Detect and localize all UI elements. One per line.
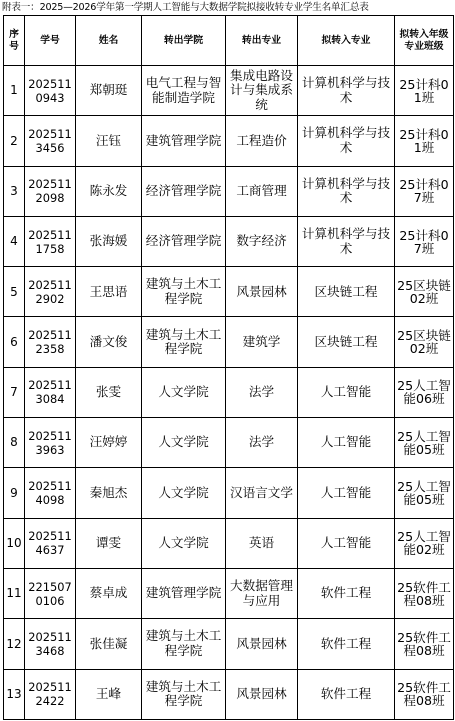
cell-from-college: 建筑与土木工程学院: [142, 267, 226, 317]
cell-to-class: 25计科01班: [395, 116, 454, 166]
table-row: [4, 418, 454, 468]
cell-student-id: 2025112902: [25, 267, 76, 317]
cell-no: 5: [4, 267, 25, 317]
cell-from-major: 风景园林: [226, 267, 298, 317]
cell-from-college: 建筑管理学院: [142, 116, 226, 166]
cell-name: 汪钰: [76, 116, 142, 166]
cell-from-college: 建筑管理学院: [142, 568, 226, 618]
cell-name: 蔡卓成: [76, 568, 142, 618]
header-student-id: 学号: [25, 16, 76, 66]
cell-to-class: 25计科01班: [395, 66, 454, 116]
cell-no: 2: [4, 116, 25, 166]
cell-to-class: 25区块链02班: [395, 267, 454, 317]
cell-no: 13: [4, 669, 25, 719]
cell-student-id: 2025114098: [25, 468, 76, 518]
document-title: 附表一：2025—2026学年第一学期人工智能与大数据学院拟接收转专业学生名单汇总表: [2, 2, 369, 13]
cell-no: 10: [4, 518, 25, 568]
cell-to-major: 人工智能: [298, 418, 395, 468]
cell-name: 张佳凝: [76, 619, 142, 669]
table-row: [4, 216, 454, 266]
cell-no: 6: [4, 317, 25, 367]
table-row: [4, 468, 454, 518]
cell-from-major: 风景园林: [226, 669, 298, 719]
cell-name: 陈永发: [76, 166, 142, 216]
table-row: [4, 166, 454, 216]
cell-student-id: 2025114637: [25, 518, 76, 568]
cell-from-major: 法学: [226, 367, 298, 417]
cell-to-class: 25计科07班: [395, 166, 454, 216]
cell-from-college: 建筑与土木工程学院: [142, 619, 226, 669]
cell-no: 12: [4, 619, 25, 669]
table-row: [4, 518, 454, 568]
cell-to-major: 软件工程: [298, 619, 395, 669]
cell-name: 张海媛: [76, 216, 142, 266]
cell-name: 郑朝珽: [76, 66, 142, 116]
cell-name: 谭雯: [76, 518, 142, 568]
cell-to-class: 25软件工程08班: [395, 619, 454, 669]
cell-from-major: 风景园林: [226, 619, 298, 669]
cell-no: 4: [4, 216, 25, 266]
table-row: [4, 317, 454, 367]
cell-from-major: 工商管理: [226, 166, 298, 216]
table-header-row: [4, 16, 454, 66]
cell-no: 3: [4, 166, 25, 216]
cell-from-major: 数字经济: [226, 216, 298, 266]
cell-from-college: 人文学院: [142, 518, 226, 568]
cell-from-college: 电气工程与智能制造学院: [142, 66, 226, 116]
cell-from-major: 汉语言文学: [226, 468, 298, 518]
cell-from-college: 人文学院: [142, 418, 226, 468]
cell-no: 11: [4, 568, 25, 618]
cell-name: 王思语: [76, 267, 142, 317]
cell-to-major: 软件工程: [298, 568, 395, 618]
cell-to-major: 计算机科学与技术: [298, 116, 395, 166]
cell-from-college: 经济管理学院: [142, 216, 226, 266]
cell-student-id: 2025113456: [25, 116, 76, 166]
cell-name: 王峰: [76, 669, 142, 719]
cell-student-id: 2025110943: [25, 66, 76, 116]
cell-from-college: 经济管理学院: [142, 166, 226, 216]
header-from-college: 转出学院: [142, 16, 226, 66]
cell-to-major: 人工智能: [298, 518, 395, 568]
cell-to-major: 计算机科学与技术: [298, 166, 395, 216]
cell-no: 7: [4, 367, 25, 417]
cell-name: 秦旭杰: [76, 468, 142, 518]
cell-student-id: 2215070106: [25, 568, 76, 618]
cell-student-id: 2025113963: [25, 418, 76, 468]
cell-to-class: 25人工智能02班: [395, 518, 454, 568]
cell-no: 1: [4, 66, 25, 116]
cell-to-major: 人工智能: [298, 367, 395, 417]
header-to-major: 拟转入专业: [298, 16, 395, 66]
cell-from-college: 人文学院: [142, 468, 226, 518]
cell-from-major: 工程造价: [226, 116, 298, 166]
table-row: [4, 116, 454, 166]
cell-from-major: 集成电路设计与集成系统: [226, 66, 298, 116]
cell-student-id: 2025111758: [25, 216, 76, 266]
cell-from-college: 建筑与土木工程学院: [142, 317, 226, 367]
transfer-student-table: [3, 15, 454, 720]
cell-name: 潘文俊: [76, 317, 142, 367]
cell-to-major: 区块链工程: [298, 317, 395, 367]
table-row: [4, 619, 454, 669]
cell-to-class: 25人工智能06班: [395, 367, 454, 417]
cell-to-major: 计算机科学与技术: [298, 66, 395, 116]
cell-from-major: 英语: [226, 518, 298, 568]
cell-to-class: 25人工智能05班: [395, 468, 454, 518]
cell-from-college: 建筑与土木工程学院: [142, 669, 226, 719]
cell-student-id: 2025112098: [25, 166, 76, 216]
cell-to-major: 软件工程: [298, 669, 395, 719]
cell-to-major: 人工智能: [298, 468, 395, 518]
header-from-major: 转出专业: [226, 16, 298, 66]
cell-to-class: 25软件工程08班: [395, 568, 454, 618]
cell-to-class: 25计科07班: [395, 216, 454, 266]
cell-to-class: 25人工智能05班: [395, 418, 454, 468]
cell-name: 张雯: [76, 367, 142, 417]
cell-student-id: 2025113468: [25, 619, 76, 669]
cell-no: 9: [4, 468, 25, 518]
cell-from-major: 大数据管理与应用: [226, 568, 298, 618]
table-row: [4, 669, 454, 719]
cell-to-major: 计算机科学与技术: [298, 216, 395, 266]
header-name: 姓名: [76, 16, 142, 66]
cell-name: 汪婷婷: [76, 418, 142, 468]
cell-to-class: 25软件工程08班: [395, 669, 454, 719]
header-to-class: 拟转入年级专业班级: [395, 16, 454, 66]
header-no: 序号: [4, 16, 25, 66]
cell-student-id: 2025112422: [25, 669, 76, 719]
table-row: [4, 267, 454, 317]
cell-to-class: 25区块链02班: [395, 317, 454, 367]
cell-from-college: 人文学院: [142, 367, 226, 417]
cell-student-id: 2025112358: [25, 317, 76, 367]
table-row: [4, 367, 454, 417]
table-row: [4, 66, 454, 116]
cell-no: 8: [4, 418, 25, 468]
table-row: [4, 568, 454, 618]
cell-to-major: 区块链工程: [298, 267, 395, 317]
cell-student-id: 2025113084: [25, 367, 76, 417]
cell-from-major: 建筑学: [226, 317, 298, 367]
cell-from-major: 法学: [226, 418, 298, 468]
